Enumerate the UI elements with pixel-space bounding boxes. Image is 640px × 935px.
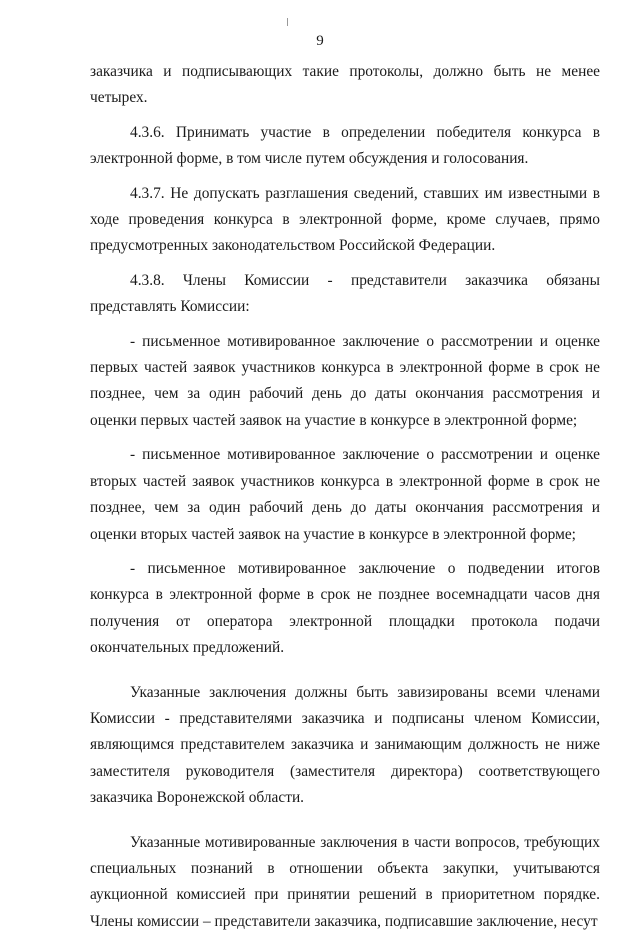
word: 4.3.8. xyxy=(130,271,165,289)
word: заказчика xyxy=(465,271,528,289)
paragraph-second-parts-conclusion: - письменное мотивированное заключение о рассмотрении и оценке вторых частей заявок участников конкурса в электронной форме в срок не позднее, чем за один рабочий день до даты окончания рассмотрения и оценки вторых частей заявок на участие в конкурсе в электронной форме; xyxy=(90,446,600,543)
paragraph-priority-consideration: Указанные мотивированные заключения в части вопросов, требующих специальных познаний в отношении объекта закупки, учитываются аукционной комиссией при принятии решений в приоритетном порядке. Члены комиссии – представители заказчика, подписавшие заключение, несут xyxy=(90,833,600,930)
paragraph-4-3-8-continuation: представлять Комиссии: xyxy=(90,298,250,316)
page-number: 9 xyxy=(316,33,324,49)
paragraph-quorum: заказчика и подписывающих такие протоколы, должно быть не менее четырех. xyxy=(90,63,600,107)
paragraph-results-conclusion: - письменное мотивированное заключение о подведении итогов конкурса в электронной форме в срок не позднее восемнадцати часов дня получения от оператора электронной площадки протокола подачи окончательных предложений. xyxy=(90,559,600,657)
paragraph-4-3-6: 4.3.6. Принимать участие в определении победителя конкурса в электронной форме, в том числе путем обсуждения и голосования. xyxy=(90,123,600,168)
word: - xyxy=(327,271,333,289)
paragraph-4-3-8-first-line xyxy=(90,268,600,294)
paragraph-conclusions-signing: Указанные заключения должны быть завизированы всеми членами Комиссии - представителями заказчика и подписаны членом Комиссии, являющимся представителем заказчика и занимающим должность не ниже заместителя руководителя (заместителя директора) соответствующего заказчика Воронежской области. xyxy=(90,683,600,807)
word: Члены xyxy=(182,271,226,289)
scan-mark xyxy=(287,18,288,26)
paragraph-first-parts-conclusion: - письменное мотивированное заключение о рассмотрении и оценке первых частей заявок участников конкурса в электронной форме в срок не позднее, чем за один рабочий день до даты окончания рассмотрения и оценки первых частей заявок на участие в конкурсе в электронной форме; xyxy=(90,332,600,429)
word: обязаны xyxy=(546,271,600,289)
word: представители xyxy=(350,271,447,289)
document-body xyxy=(90,59,600,935)
word: Комиссии xyxy=(244,271,310,289)
paragraph-4-3-7: 4.3.7. Не допускать разглашения сведений, ставших им известными в ходе проведения конкурса в электронной форме, кроме случаев, прямо предусмотренных законодательством Российской Федерации. xyxy=(90,184,600,255)
